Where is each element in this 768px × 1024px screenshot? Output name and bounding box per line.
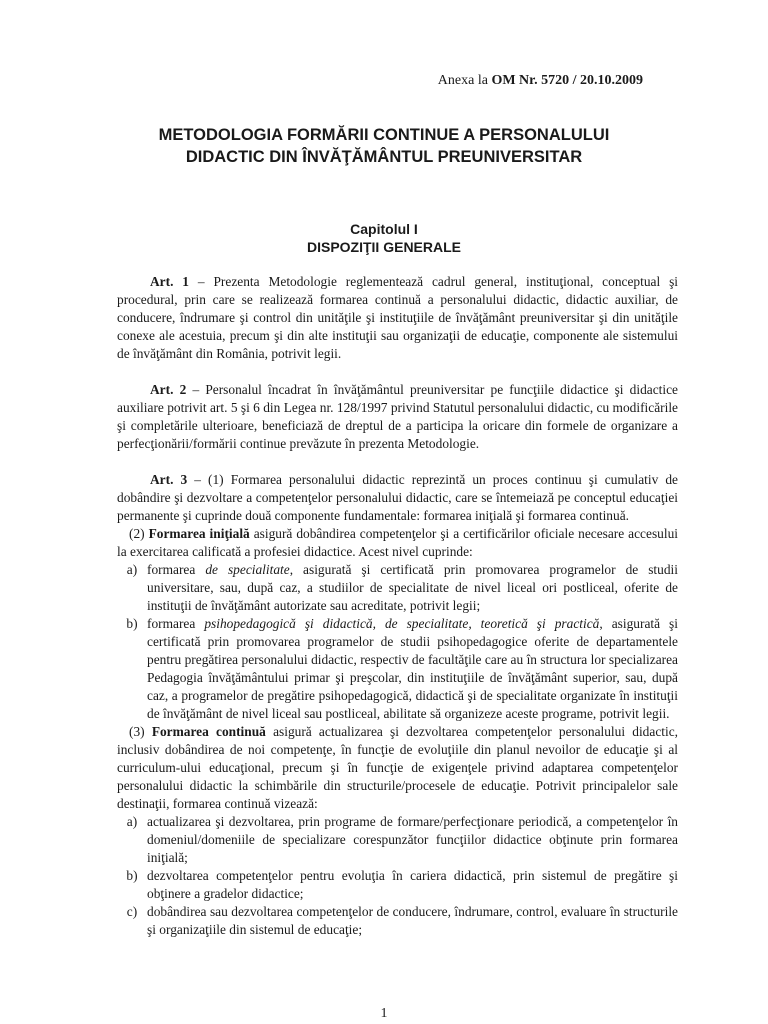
title-line-1: METODOLOGIA FORMĂRII CONTINUE A PERSONALULUI bbox=[158, 126, 610, 144]
page-number: 1 bbox=[380, 1006, 388, 1021]
article-1 bbox=[117, 273, 678, 363]
list-item bbox=[117, 813, 678, 867]
list-item-text: actualizarea şi dezvoltarea, prin programe de formare/perfecţionare periodică, a competenţelor în domeniul/domeniile de specializare corespunzător funcţiilor didactice obţinute prin formarea iniţială; bbox=[147, 814, 678, 865]
list-item-text: dezvoltarea competenţelor pentru evoluţia în cariera didactică, prin sistemul de pregătire şi obţinere a gradelor didactice; bbox=[147, 868, 678, 901]
article-3-paragraph-1 bbox=[117, 471, 678, 525]
p2-bold-term: Formarea iniţială bbox=[148, 526, 250, 541]
p3-number: (3) bbox=[129, 724, 152, 739]
list-item-text: dobândirea sau dezvoltarea competenţelor de conducere, îndrumare, control, evaluare în structurile şi organizaţiile din sistemul de educaţie; bbox=[147, 904, 678, 937]
annex-order: OM Nr. 5720 / 20.10.2009 bbox=[491, 73, 643, 88]
list-item-italic: psihopedagogică şi didactică, de specialitate, teoretică şi practică bbox=[204, 616, 600, 631]
article-3-paragraph-3 bbox=[117, 723, 678, 813]
annex-prefix: Anexa la bbox=[437, 73, 492, 88]
list-item-label: b) bbox=[126, 616, 138, 631]
list-item-text bbox=[147, 561, 678, 615]
title-line-2: DIDACTIC DIN ÎNVĂŢĂMÂNTUL PREUNIVERSITAR bbox=[185, 148, 583, 166]
list-item-italic: de specialitate bbox=[205, 562, 290, 577]
list-item bbox=[117, 561, 678, 615]
article-1-text: – Prezenta Metodologie reglementează cadrul general, instituţional, conceptual şi procedural, prin care se realizează formarea continuă a personalului didactic, didactic auxiliar, de conducere, îndrumare şi control din unităţile şi instituţiile de învăţământ preuniversitar şi din unităţile conexe ale acestuia, precum şi din alte instituţii sau organizaţii de educaţie, componente ale sistemului de învăţământ din România, potrivit legii. bbox=[117, 274, 678, 361]
article-2 bbox=[117, 381, 678, 453]
list-item-label: b) bbox=[126, 868, 138, 883]
list-item-label: a) bbox=[126, 814, 138, 829]
article-3-p1-text: – (1) Formarea personalului didactic reprezintă un proces continuu şi cumulativ de dobândire şi dezvoltare a competenţelor personalului didactic, care se întemeiază pe conceptul educaţiei permanente şi cuprinde două componente fundamentale: formarea iniţială şi formarea continuă. bbox=[117, 472, 678, 523]
document-title bbox=[0, 124, 768, 168]
p3-text: asigură actualizarea şi dezvoltarea competenţelor personalului didactic, inclusiv dobândirea de noi competenţe, în funcţie de evoluţiile din planul nevoilor de educaţie şi al curriculum-ului educaţional, precum şi în funcţie de exigenţele privind adaptarea competenţelor personalului didactic la schimbările din structurile/procesele de educaţie. Potrivit principalelor sale destinaţii, formarea continuă vizează: bbox=[117, 724, 678, 811]
list-item-post: , asigurată şi certificată prin promovarea programelor de studii psihopedagogice oferite de departamentele pentru pregătirea personalului didactic, respectiv de facultăţile care au în structura lor specializarea Pedagogia învăţământului primar şi preşcolar, din instituţiile de învăţământ superior, sau, după caz, a programelor de pregătire psihopedagogică, didactică şi de specialitate organizate în instituţii de învăţământ de nivel liceal sau postliceal, abilitate să organizeze aceste programe, potrivit legii. bbox=[147, 616, 678, 721]
article-2-text: – Personalul încadrat în învăţământul preuniversitar pe funcţiile didactice şi didactice auxiliare potrivit art. 5 şi 6 din Legea nr. 128/1997 privind Statutul personalului didactic, cu modificările şi completările ulterioare, beneficiază de dreptul de a participa la oricare din formele de organizare a perfecţionării/formării continue prevăzute în prezenta Metodologie. bbox=[117, 382, 679, 451]
list-item-label: c) bbox=[126, 904, 138, 919]
article-3-label: Art. 3 bbox=[150, 472, 188, 487]
p2-text: asigură dobândirea competenţelor şi a certificărilor oficiale necesare accesului la exercitarea calificată a profesiei didactice. Acest nivel cuprinde: bbox=[117, 526, 678, 559]
article-3-paragraph-2 bbox=[117, 525, 678, 561]
list-item-pre: formarea bbox=[147, 562, 206, 577]
chapter-number: Capitolul I bbox=[350, 221, 418, 237]
list-item bbox=[117, 903, 678, 939]
p3-bold-term: Formarea continuă bbox=[151, 724, 266, 739]
article-1-label: Art. 1 bbox=[150, 274, 190, 289]
list-item bbox=[117, 615, 678, 723]
list-item bbox=[117, 867, 678, 903]
list-item-pre: formarea bbox=[147, 616, 205, 631]
list-item-text bbox=[147, 615, 678, 723]
annex-reference bbox=[438, 73, 643, 89]
list-item-label: a) bbox=[126, 562, 138, 577]
list-item-post: , asigurată şi certificată prin promovarea programelor de studii universitare, sau, după caz, a studiilor de specialitate de nivel liceal ori postliceal, oferite de instituţii de învăţământ autorizate sau acreditate, potrivit legii; bbox=[147, 562, 678, 613]
document-body bbox=[117, 273, 678, 939]
p2-number: (2) bbox=[129, 526, 149, 541]
article-2-label: Art. 2 bbox=[150, 382, 187, 397]
chapter-name: DISPOZIŢII GENERALE bbox=[306, 239, 461, 255]
chapter-heading bbox=[0, 220, 768, 256]
